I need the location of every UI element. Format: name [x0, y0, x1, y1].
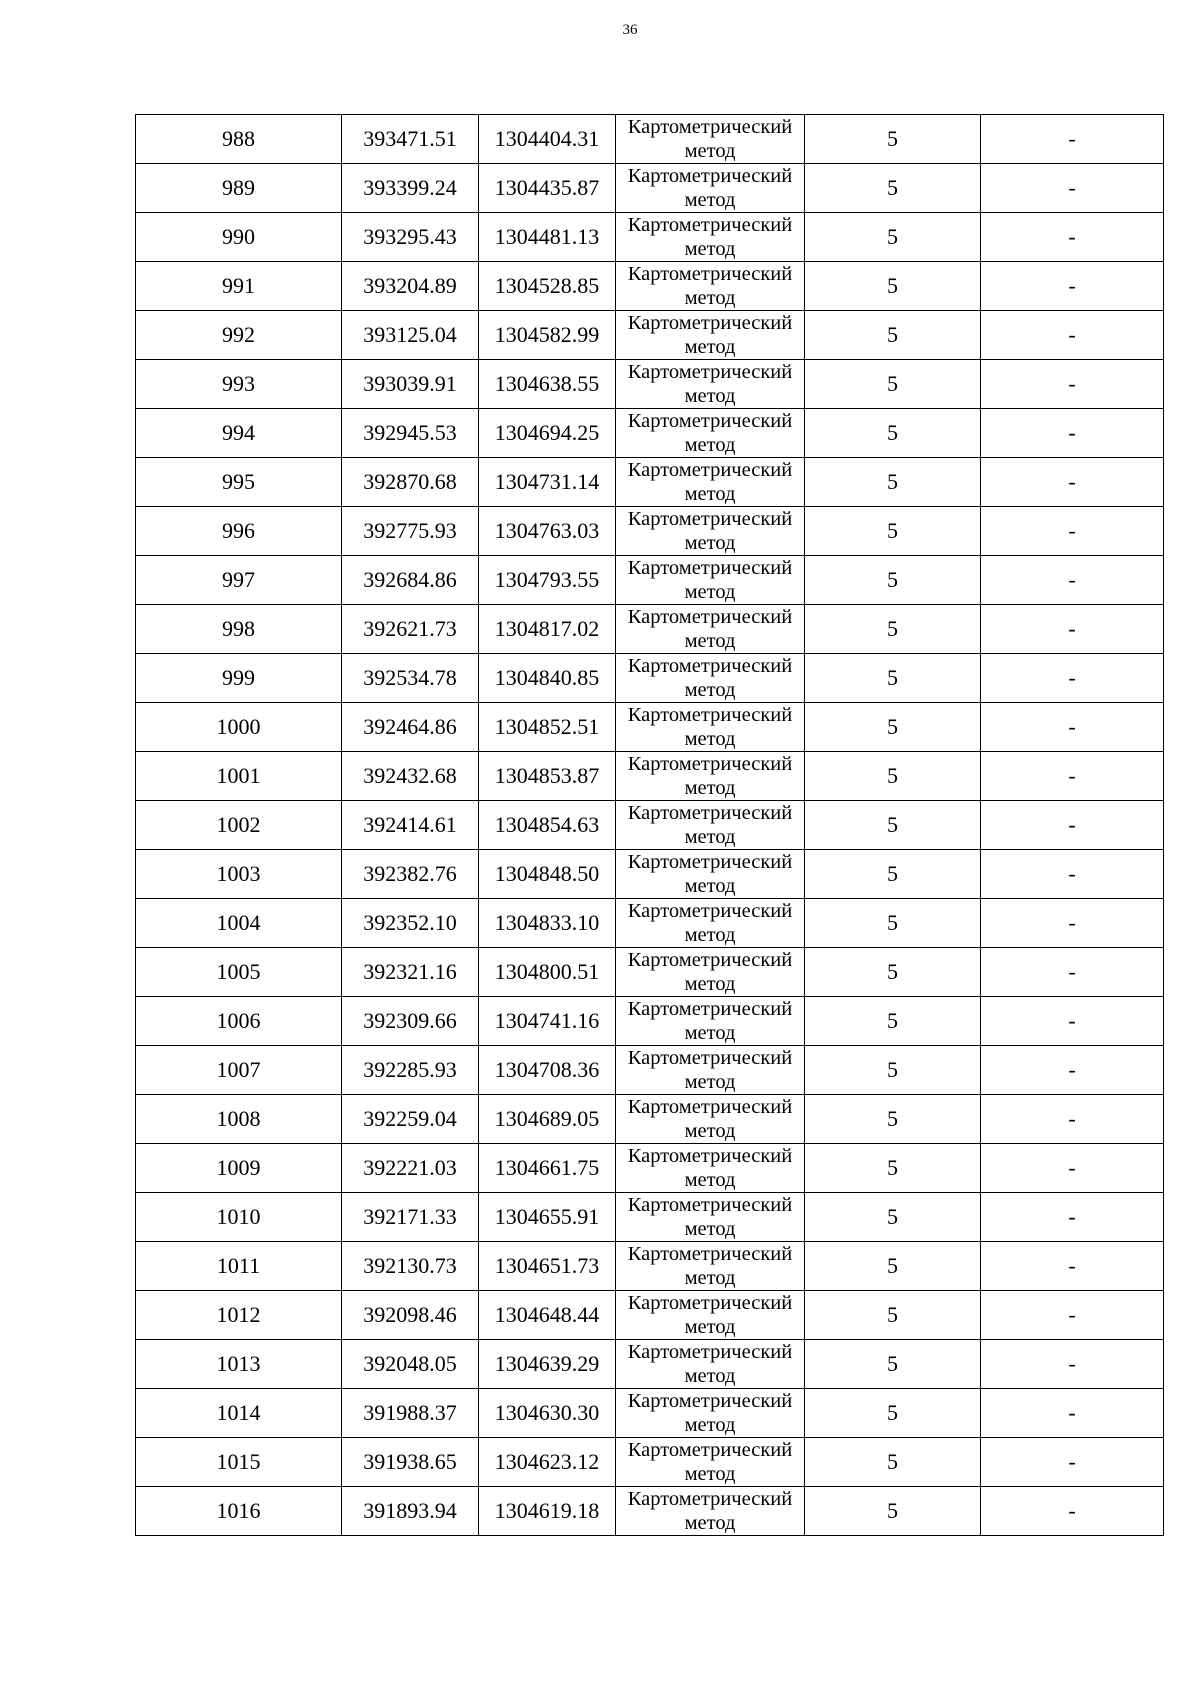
description-cell: - [981, 262, 1164, 311]
method-label: метод [684, 924, 736, 946]
x-coordinate-cell: 392382.76 [342, 850, 479, 899]
accuracy-cell: 5 [805, 507, 981, 556]
accuracy-cell: 5 [805, 360, 981, 409]
x-coordinate-cell: 392171.33 [342, 1193, 479, 1242]
table-row [136, 1340, 1164, 1389]
method-cell [616, 703, 805, 752]
method-cell [616, 752, 805, 801]
description-cell: - [981, 752, 1164, 801]
y-coordinate-cell: 1304630.30 [479, 1389, 616, 1438]
point-number-cell: 993 [136, 360, 342, 409]
accuracy-cell: 5 [805, 1389, 981, 1438]
method-cell [616, 948, 805, 997]
x-coordinate-cell: 392352.10 [342, 899, 479, 948]
x-coordinate-cell: 393125.04 [342, 311, 479, 360]
accuracy-cell: 5 [805, 1242, 981, 1291]
table-row [136, 1046, 1164, 1095]
method-label: Картометрический [627, 1096, 793, 1118]
method-cell [616, 115, 805, 164]
accuracy-cell: 5 [805, 164, 981, 213]
accuracy-cell: 5 [805, 1340, 981, 1389]
y-coordinate-cell: 1304638.55 [479, 360, 616, 409]
method-label: метод [684, 1365, 736, 1387]
x-coordinate-cell: 392259.04 [342, 1095, 479, 1144]
x-coordinate-cell: 391893.94 [342, 1487, 479, 1536]
method-cell [616, 164, 805, 213]
accuracy-cell: 5 [805, 1046, 981, 1095]
x-coordinate-cell: 392870.68 [342, 458, 479, 507]
table-row [136, 948, 1164, 997]
method-cell [616, 556, 805, 605]
table-row [136, 213, 1164, 262]
method-label: Картометрический [627, 165, 793, 187]
method-cell [616, 458, 805, 507]
point-number-cell: 1011 [136, 1242, 342, 1291]
x-coordinate-cell: 393399.24 [342, 164, 479, 213]
description-cell: - [981, 1389, 1164, 1438]
accuracy-cell: 5 [805, 1487, 981, 1536]
y-coordinate-cell: 1304582.99 [479, 311, 616, 360]
accuracy-cell: 5 [805, 899, 981, 948]
accuracy-cell: 5 [805, 654, 981, 703]
x-coordinate-cell: 392130.73 [342, 1242, 479, 1291]
point-number-cell: 998 [136, 605, 342, 654]
method-label: метод [684, 630, 736, 652]
x-coordinate-cell: 391938.65 [342, 1438, 479, 1487]
method-cell [616, 654, 805, 703]
method-label: метод [684, 1071, 736, 1093]
method-cell [616, 1046, 805, 1095]
table-row [136, 752, 1164, 801]
description-cell: - [981, 801, 1164, 850]
accuracy-cell: 5 [805, 458, 981, 507]
method-label: Картометрический [627, 263, 793, 285]
x-coordinate-cell: 393039.91 [342, 360, 479, 409]
x-coordinate-cell: 391988.37 [342, 1389, 479, 1438]
y-coordinate-cell: 1304619.18 [479, 1487, 616, 1536]
method-label: метод [684, 1022, 736, 1044]
method-label: метод [684, 1267, 736, 1289]
point-number-cell: 1008 [136, 1095, 342, 1144]
x-coordinate-cell: 393295.43 [342, 213, 479, 262]
table-row [136, 997, 1164, 1046]
x-coordinate-cell: 393204.89 [342, 262, 479, 311]
point-number-cell: 1000 [136, 703, 342, 752]
point-number-cell: 994 [136, 409, 342, 458]
method-cell [616, 311, 805, 360]
method-label: метод [684, 581, 736, 603]
x-coordinate-cell: 392048.05 [342, 1340, 479, 1389]
description-cell: - [981, 1242, 1164, 1291]
description-cell: - [981, 409, 1164, 458]
description-cell: - [981, 556, 1164, 605]
accuracy-cell: 5 [805, 1291, 981, 1340]
table-row [136, 360, 1164, 409]
method-label: Картометрический [627, 655, 793, 677]
point-number-cell: 1014 [136, 1389, 342, 1438]
method-label: Картометрический [627, 459, 793, 481]
accuracy-cell: 5 [805, 115, 981, 164]
y-coordinate-cell: 1304689.05 [479, 1095, 616, 1144]
y-coordinate-cell: 1304854.63 [479, 801, 616, 850]
description-cell: - [981, 164, 1164, 213]
method-label: Картометрический [627, 116, 793, 138]
method-label: Картометрический [627, 900, 793, 922]
description-cell: - [981, 1340, 1164, 1389]
table-row [136, 311, 1164, 360]
y-coordinate-cell: 1304853.87 [479, 752, 616, 801]
point-number-cell: 1001 [136, 752, 342, 801]
description-cell: - [981, 1095, 1164, 1144]
table-row [136, 801, 1164, 850]
method-label: метод [684, 1218, 736, 1240]
method-label: Картометрический [627, 1488, 793, 1510]
y-coordinate-cell: 1304731.14 [479, 458, 616, 507]
accuracy-cell: 5 [805, 311, 981, 360]
method-label: метод [684, 483, 736, 505]
method-label: Картометрический [627, 214, 793, 236]
method-label: метод [684, 777, 736, 799]
accuracy-cell: 5 [805, 703, 981, 752]
description-cell: - [981, 507, 1164, 556]
method-cell [616, 360, 805, 409]
accuracy-cell: 5 [805, 556, 981, 605]
method-cell [616, 1193, 805, 1242]
method-label: метод [684, 1414, 736, 1436]
x-coordinate-cell: 392464.86 [342, 703, 479, 752]
point-number-cell: 1002 [136, 801, 342, 850]
y-coordinate-cell: 1304833.10 [479, 899, 616, 948]
table-row [136, 1389, 1164, 1438]
y-coordinate-cell: 1304435.87 [479, 164, 616, 213]
method-label: Картометрический [627, 1292, 793, 1314]
method-label: метод [684, 875, 736, 897]
accuracy-cell: 5 [805, 850, 981, 899]
method-cell [616, 1242, 805, 1291]
point-number-cell: 1012 [136, 1291, 342, 1340]
method-label: метод [684, 140, 736, 162]
y-coordinate-cell: 1304655.91 [479, 1193, 616, 1242]
point-number-cell: 1016 [136, 1487, 342, 1536]
table-row [136, 1291, 1164, 1340]
x-coordinate-cell: 392534.78 [342, 654, 479, 703]
method-cell [616, 850, 805, 899]
point-number-cell: 989 [136, 164, 342, 213]
accuracy-cell: 5 [805, 409, 981, 458]
method-label: Картометрический [627, 312, 793, 334]
point-number-cell: 988 [136, 115, 342, 164]
method-label: Картометрический [627, 851, 793, 873]
description-cell: - [981, 1144, 1164, 1193]
description-cell: - [981, 1438, 1164, 1487]
method-cell [616, 507, 805, 556]
y-coordinate-cell: 1304741.16 [479, 997, 616, 1046]
method-label: Картометрический [627, 410, 793, 432]
method-cell [616, 801, 805, 850]
x-coordinate-cell: 392309.66 [342, 997, 479, 1046]
point-number-cell: 1013 [136, 1340, 342, 1389]
x-coordinate-cell: 392414.61 [342, 801, 479, 850]
table-row [136, 1242, 1164, 1291]
x-coordinate-cell: 392285.93 [342, 1046, 479, 1095]
y-coordinate-cell: 1304852.51 [479, 703, 616, 752]
method-label: Картометрический [627, 1194, 793, 1216]
table-row [136, 605, 1164, 654]
table-row [136, 1438, 1164, 1487]
method-cell [616, 213, 805, 262]
accuracy-cell: 5 [805, 752, 981, 801]
method-cell [616, 1438, 805, 1487]
method-cell [616, 899, 805, 948]
description-cell: - [981, 703, 1164, 752]
point-number-cell: 990 [136, 213, 342, 262]
x-coordinate-cell: 392221.03 [342, 1144, 479, 1193]
table-row [136, 1095, 1164, 1144]
method-cell [616, 1487, 805, 1536]
y-coordinate-cell: 1304528.85 [479, 262, 616, 311]
y-coordinate-cell: 1304648.44 [479, 1291, 616, 1340]
y-coordinate-cell: 1304404.31 [479, 115, 616, 164]
point-number-cell: 991 [136, 262, 342, 311]
page-number: 36 [622, 22, 638, 38]
point-number-cell: 1007 [136, 1046, 342, 1095]
description-cell: - [981, 115, 1164, 164]
method-label: метод [684, 1120, 736, 1142]
method-label: метод [684, 728, 736, 750]
table-row [136, 850, 1164, 899]
method-label: Картометрический [627, 1390, 793, 1412]
y-coordinate-cell: 1304651.73 [479, 1242, 616, 1291]
method-label: Картометрический [627, 1341, 793, 1363]
method-label: метод [684, 532, 736, 554]
point-number-cell: 1004 [136, 899, 342, 948]
description-cell: - [981, 1487, 1164, 1536]
y-coordinate-cell: 1304763.03 [479, 507, 616, 556]
method-label: метод [684, 434, 736, 456]
method-label: метод [684, 189, 736, 211]
y-coordinate-cell: 1304800.51 [479, 948, 616, 997]
table-row [136, 115, 1164, 164]
coordinates-table [135, 114, 1164, 1536]
method-cell [616, 605, 805, 654]
description-cell: - [981, 1291, 1164, 1340]
accuracy-cell: 5 [805, 948, 981, 997]
point-number-cell: 997 [136, 556, 342, 605]
method-label: Картометрический [627, 508, 793, 530]
description-cell: - [981, 997, 1164, 1046]
method-label: Картометрический [627, 557, 793, 579]
method-cell [616, 1340, 805, 1389]
method-cell [616, 1144, 805, 1193]
method-label: Картометрический [627, 949, 793, 971]
table-row [136, 1144, 1164, 1193]
point-number-cell: 996 [136, 507, 342, 556]
y-coordinate-cell: 1304639.29 [479, 1340, 616, 1389]
method-cell [616, 409, 805, 458]
table-row [136, 164, 1164, 213]
point-number-cell: 995 [136, 458, 342, 507]
accuracy-cell: 5 [805, 1438, 981, 1487]
method-label: Картометрический [627, 753, 793, 775]
method-label: метод [684, 385, 736, 407]
method-label: метод [684, 826, 736, 848]
description-cell: - [981, 899, 1164, 948]
table-row [136, 1487, 1164, 1536]
y-coordinate-cell: 1304793.55 [479, 556, 616, 605]
x-coordinate-cell: 392321.16 [342, 948, 479, 997]
method-cell [616, 262, 805, 311]
method-label: Картометрический [627, 802, 793, 824]
y-coordinate-cell: 1304817.02 [479, 605, 616, 654]
method-label: Картометрический [627, 704, 793, 726]
point-number-cell: 1015 [136, 1438, 342, 1487]
y-coordinate-cell: 1304623.12 [479, 1438, 616, 1487]
y-coordinate-cell: 1304708.36 [479, 1046, 616, 1095]
method-label: Картометрический [627, 1047, 793, 1069]
method-label: метод [684, 1512, 736, 1534]
accuracy-cell: 5 [805, 1144, 981, 1193]
method-label: метод [684, 1316, 736, 1338]
description-cell: - [981, 360, 1164, 409]
table-row [136, 654, 1164, 703]
method-cell [616, 1095, 805, 1144]
method-label: метод [684, 287, 736, 309]
accuracy-cell: 5 [805, 262, 981, 311]
description-cell: - [981, 948, 1164, 997]
method-label: Картометрический [627, 998, 793, 1020]
method-label: метод [684, 238, 736, 260]
table-row [136, 703, 1164, 752]
accuracy-cell: 5 [805, 801, 981, 850]
accuracy-cell: 5 [805, 997, 981, 1046]
table-row [136, 458, 1164, 507]
x-coordinate-cell: 392432.68 [342, 752, 479, 801]
description-cell: - [981, 605, 1164, 654]
x-coordinate-cell: 392098.46 [342, 1291, 479, 1340]
accuracy-cell: 5 [805, 1193, 981, 1242]
x-coordinate-cell: 392775.93 [342, 507, 479, 556]
x-coordinate-cell: 392621.73 [342, 605, 479, 654]
point-number-cell: 1005 [136, 948, 342, 997]
accuracy-cell: 5 [805, 213, 981, 262]
table-row [136, 899, 1164, 948]
y-coordinate-cell: 1304661.75 [479, 1144, 616, 1193]
accuracy-cell: 5 [805, 605, 981, 654]
method-label: метод [684, 336, 736, 358]
accuracy-cell: 5 [805, 1095, 981, 1144]
method-label: Картометрический [627, 1439, 793, 1461]
method-cell [616, 997, 805, 1046]
point-number-cell: 1010 [136, 1193, 342, 1242]
description-cell: - [981, 311, 1164, 360]
description-cell: - [981, 654, 1164, 703]
method-label: Картометрический [627, 1243, 793, 1265]
method-label: Картометрический [627, 1145, 793, 1167]
description-cell: - [981, 1193, 1164, 1242]
x-coordinate-cell: 392945.53 [342, 409, 479, 458]
point-number-cell: 1003 [136, 850, 342, 899]
x-coordinate-cell: 393471.51 [342, 115, 479, 164]
point-number-cell: 999 [136, 654, 342, 703]
x-coordinate-cell: 392684.86 [342, 556, 479, 605]
method-label: Картометрический [627, 606, 793, 628]
table-row [136, 1193, 1164, 1242]
description-cell: - [981, 1046, 1164, 1095]
table-row [136, 507, 1164, 556]
method-label: Картометрический [627, 361, 793, 383]
point-number-cell: 1009 [136, 1144, 342, 1193]
point-number-cell: 1006 [136, 997, 342, 1046]
description-cell: - [981, 458, 1164, 507]
point-number-cell: 992 [136, 311, 342, 360]
table-row [136, 556, 1164, 605]
y-coordinate-cell: 1304694.25 [479, 409, 616, 458]
method-cell [616, 1291, 805, 1340]
table-body [136, 115, 1164, 1536]
method-label: метод [684, 1463, 736, 1485]
method-label: метод [684, 1169, 736, 1191]
table-row [136, 262, 1164, 311]
description-cell: - [981, 213, 1164, 262]
table-row [136, 409, 1164, 458]
y-coordinate-cell: 1304481.13 [479, 213, 616, 262]
method-label: метод [684, 679, 736, 701]
y-coordinate-cell: 1304848.50 [479, 850, 616, 899]
description-cell: - [981, 850, 1164, 899]
method-label: метод [684, 973, 736, 995]
y-coordinate-cell: 1304840.85 [479, 654, 616, 703]
method-cell [616, 1389, 805, 1438]
